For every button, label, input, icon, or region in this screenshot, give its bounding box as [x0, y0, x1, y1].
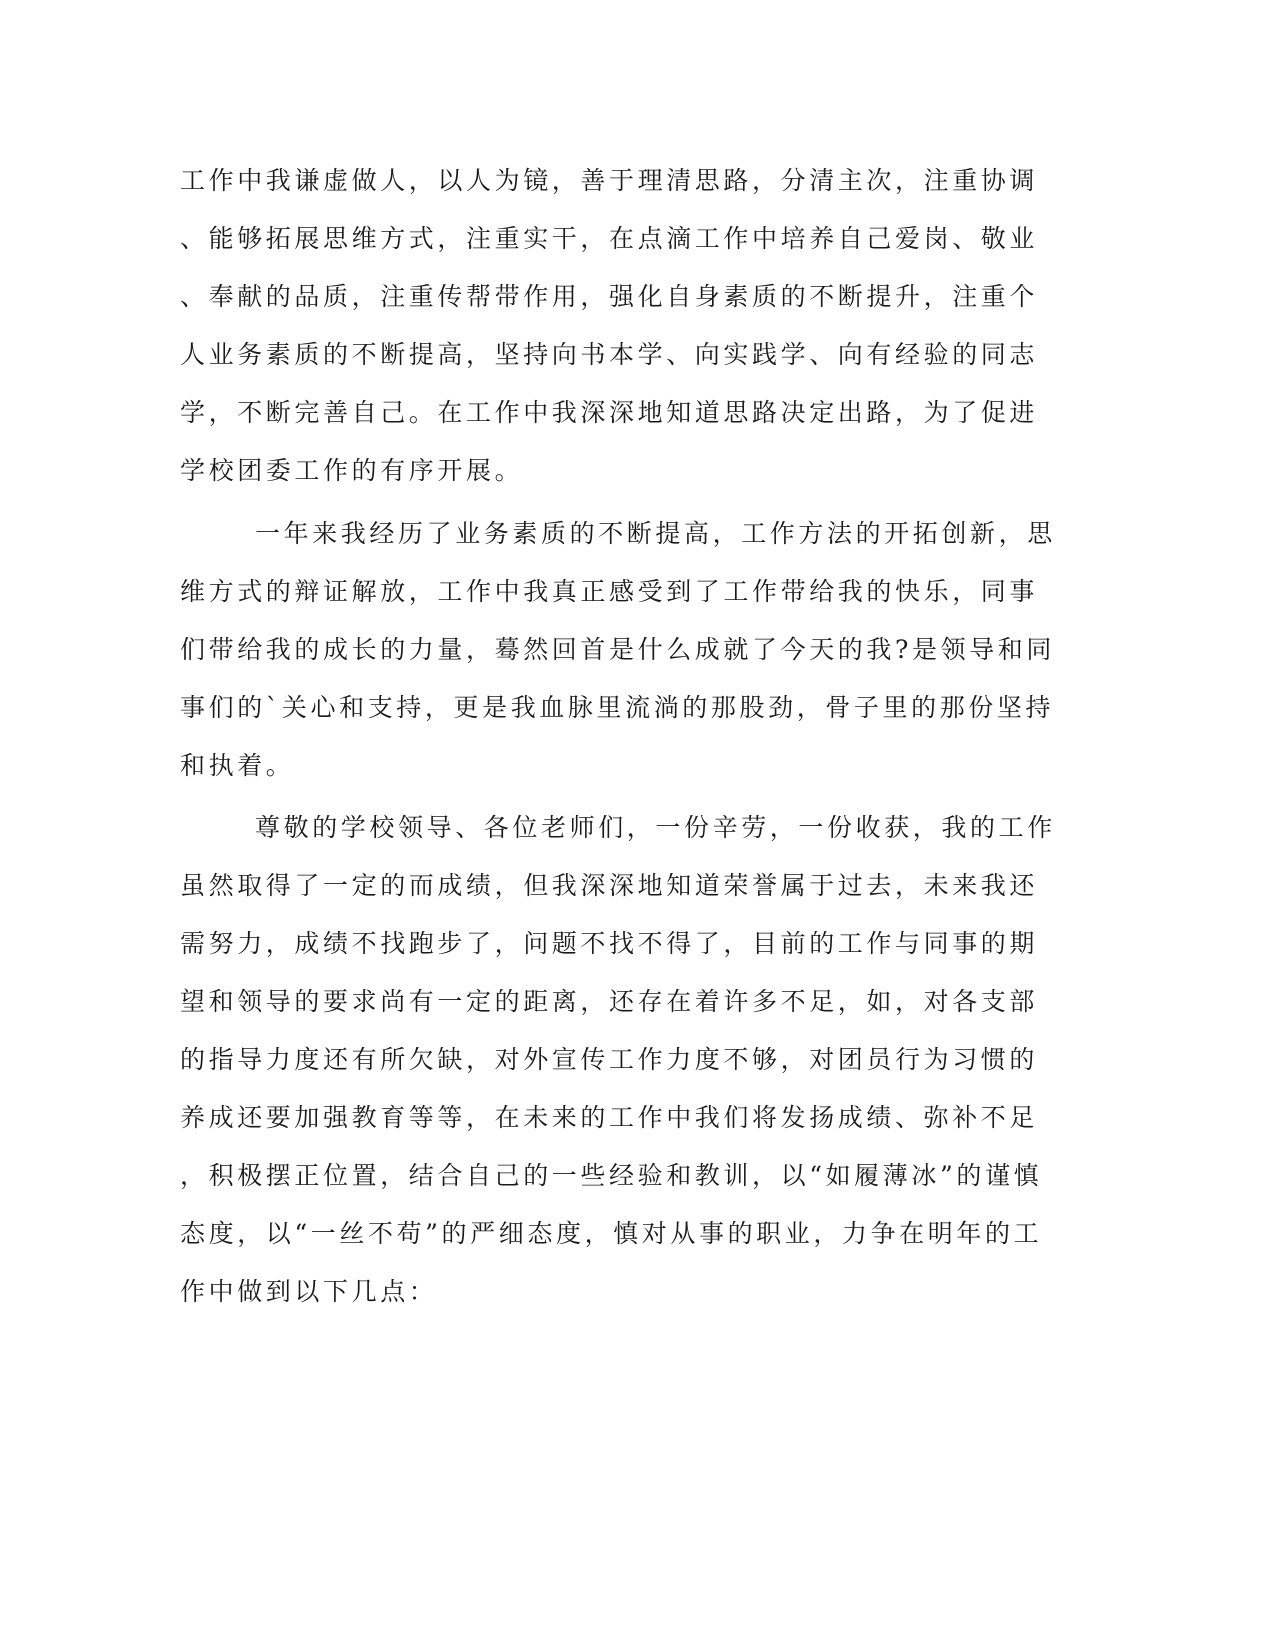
text-line: 一年来我经历了业务素质的不断提高，工作方法的开拓创新，思	[255, 519, 1056, 548]
text-line: 工作中我谦虚做人，以人为镜，善于理清思路，分清主次，注重协调	[180, 166, 1039, 195]
text-line: 、奉献的品质，注重传帮带作用，强化自身素质的不断提升，注重个	[180, 282, 1039, 311]
text-line: 事们的`关心和支持，更是我血脉里流淌的那股劲，骨子里的那份坚持	[180, 693, 1055, 722]
text-line: 学，不断完善自己。在工作中我深深地知道思路决定出路，为了促进	[180, 398, 1039, 427]
text-line: 和执着。	[180, 751, 295, 780]
text-line: 虽然取得了一定的而成绩，但我深深地知道荣誉属于过去，未来我还	[180, 871, 1039, 900]
text-line: 态度，以“一丝不苟”的严细态度，慎对从事的职业，力争在明年的工	[180, 1219, 1043, 1248]
text-line: 、能够拓展思维方式，注重实干，在点滴工作中培养自己爱岗、敬业	[180, 224, 1039, 253]
text-line: 望和领导的要求尚有一定的距离，还存在着许多不足，如，对各支部	[180, 987, 1039, 1016]
text-line: 人业务素质的不断提高，坚持向书本学、向实践学、向有经验的同志	[180, 340, 1039, 369]
text-line: 尊敬的学校领导、各位老师们，一份辛劳，一份收获，我的工作	[255, 813, 1056, 842]
text-line: 养成还要加强教育等等，在未来的工作中我们将发扬成绩、弥补不足	[180, 1103, 1039, 1132]
text-line: 需努力，成绩不找跑步了，问题不找不得了，目前的工作与同事的期	[180, 929, 1039, 958]
text-line: ，积极摆正位置，结合自己的一些经验和教训，以“如履薄冰”的谨慎	[180, 1161, 1043, 1190]
text-line: 维方式的辩证解放，工作中我真正感受到了工作带给我的快乐，同事	[180, 577, 1039, 606]
text-line: 作中做到以下几点：	[180, 1277, 438, 1306]
text-line: 学校团委工作的有序开展。	[180, 456, 524, 485]
text-line: 们带给我的成长的力量，蓦然回首是什么成就了今天的我?是领导和同	[180, 635, 1056, 664]
text-line: 的指导力度还有所欠缺，对外宣传工作力度不够，对团员行为习惯的	[180, 1045, 1039, 1074]
